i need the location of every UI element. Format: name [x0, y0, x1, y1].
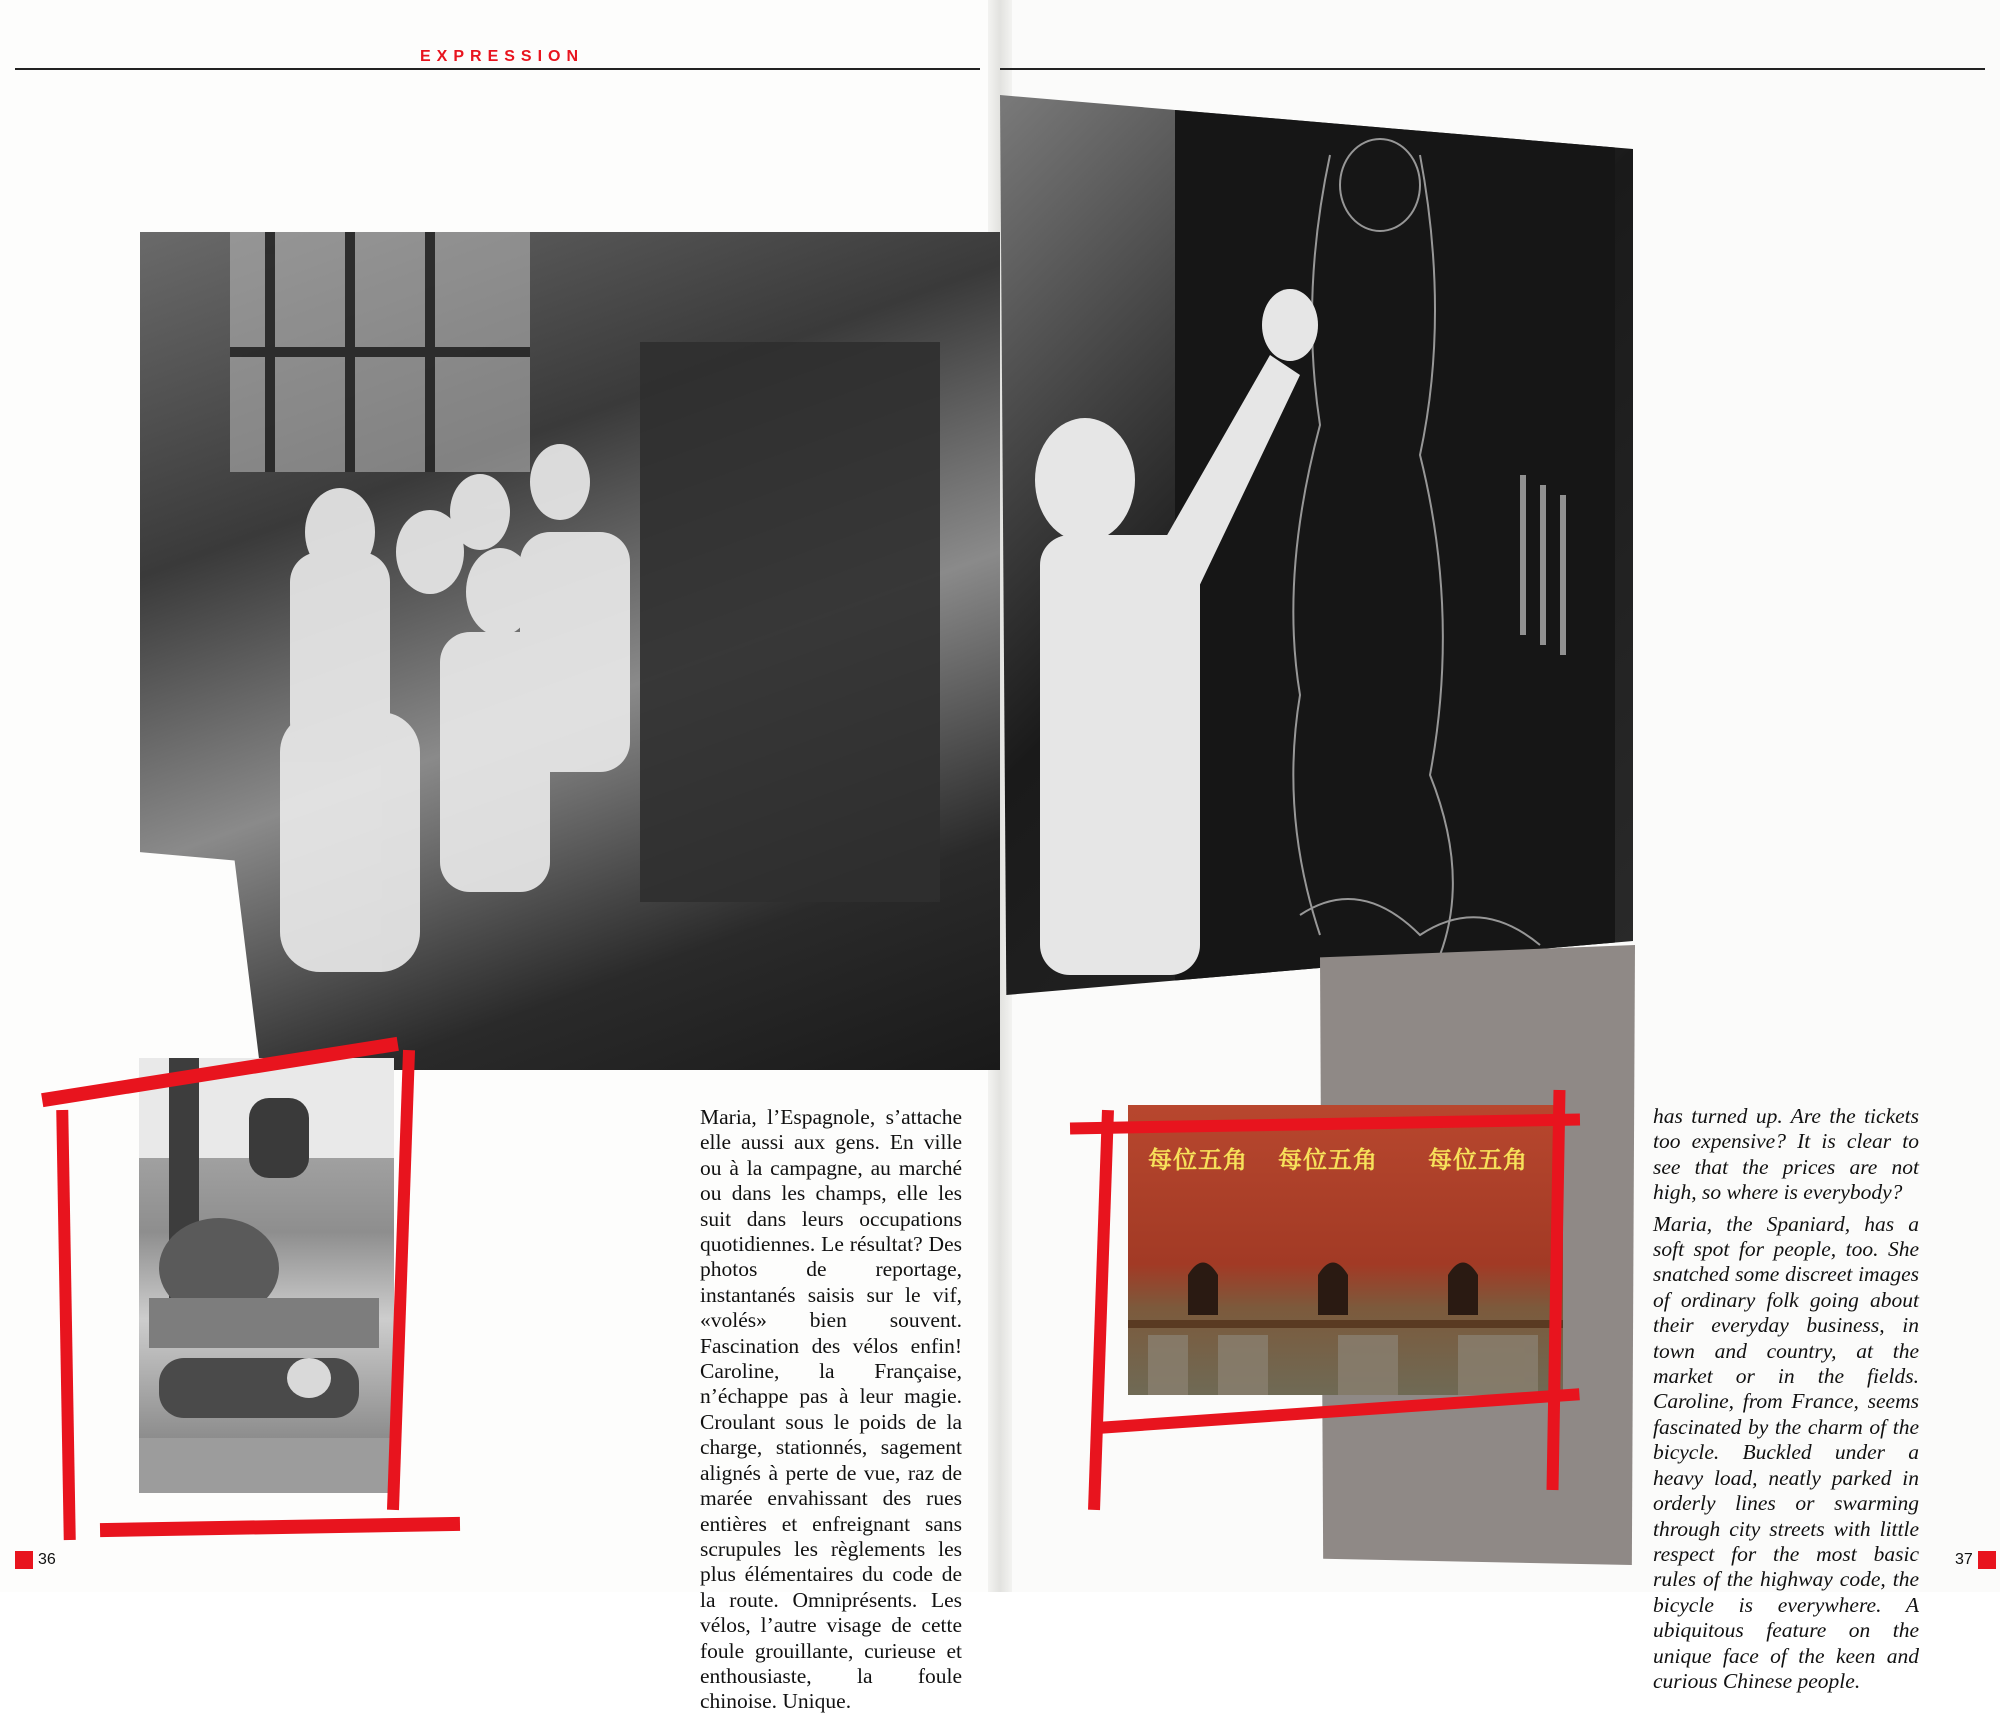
page-number-left: 36 [38, 1551, 56, 1568]
sign-label-2: 每位五角 [1278, 1146, 1378, 1174]
english-paragraph-1: has turned up. Are the tickets too expensive? It is clear to see that the prices are not high, so where is everybody? [1653, 1104, 1919, 1205]
english-column [1653, 1104, 1919, 1700]
page-number-right: 37 [1955, 1551, 1973, 1568]
photo-resting-men-illustration [139, 1058, 394, 1493]
french-paragraph: Maria, l’Espagnole, s’attache elle aussi aux gens. En ville ou à la campagne, au marché ou dans les champs, elle les suit dans leurs occupations quotidiennes. Le résultat? Des photos de reportage, instantanés saisis sur le vif, «volés» bien souvent. Fascination des vélos enfin! Caroline, la Française, n’échappe pas à leur magie. Croulant sous le poids de la charge, stationnés, sagement alignés à perte de vue, raz de marée envahissant des rues entières et enfreignant sans scrupules les règlements les plus élémentaires du code de la route. Omniprésents. Les vélos, l’autre visage de cette foule grouillante, curieuse et enthousiaste, la foule chinoise. Unique. [700, 1105, 962, 1714]
sign-label-1: 每位五角 [1148, 1146, 1248, 1174]
photo-ticket-booth [1128, 1105, 1563, 1395]
photo-onlookers [140, 232, 1000, 1070]
photo-onlookers-illustration [140, 232, 1000, 1070]
header-rule-right [1000, 68, 1985, 70]
section-label: EXPRESSION [420, 48, 585, 65]
page-marker-right [1978, 1551, 1996, 1569]
english-paragraph-2: Maria, the Spaniard, has a soft spot for people, too. She snatched some discreet images of ordinary folk going about their everyday business, in town and country, at the market or in the fields. Caroline, from France, seems fascinated by the charm of the bicycle. Buckled under a heavy load, neatly parked in orderly lines or swarming through city streets with little respect for the most basic rules of the highway code, the bicycle is everywhere. A ubiquitous feature on the unique face of the keen and curious Chinese people. [1653, 1211, 1919, 1693]
photo-stone-rubbing [1000, 95, 1633, 995]
page-marker-left [15, 1551, 33, 1569]
french-column [700, 1105, 962, 1721]
header-rule-left [15, 68, 980, 70]
sign-label-3: 每位五角 [1428, 1146, 1528, 1174]
photo-stone-rubbing-illustration [1000, 95, 1633, 995]
photo-resting-men [139, 1058, 394, 1493]
